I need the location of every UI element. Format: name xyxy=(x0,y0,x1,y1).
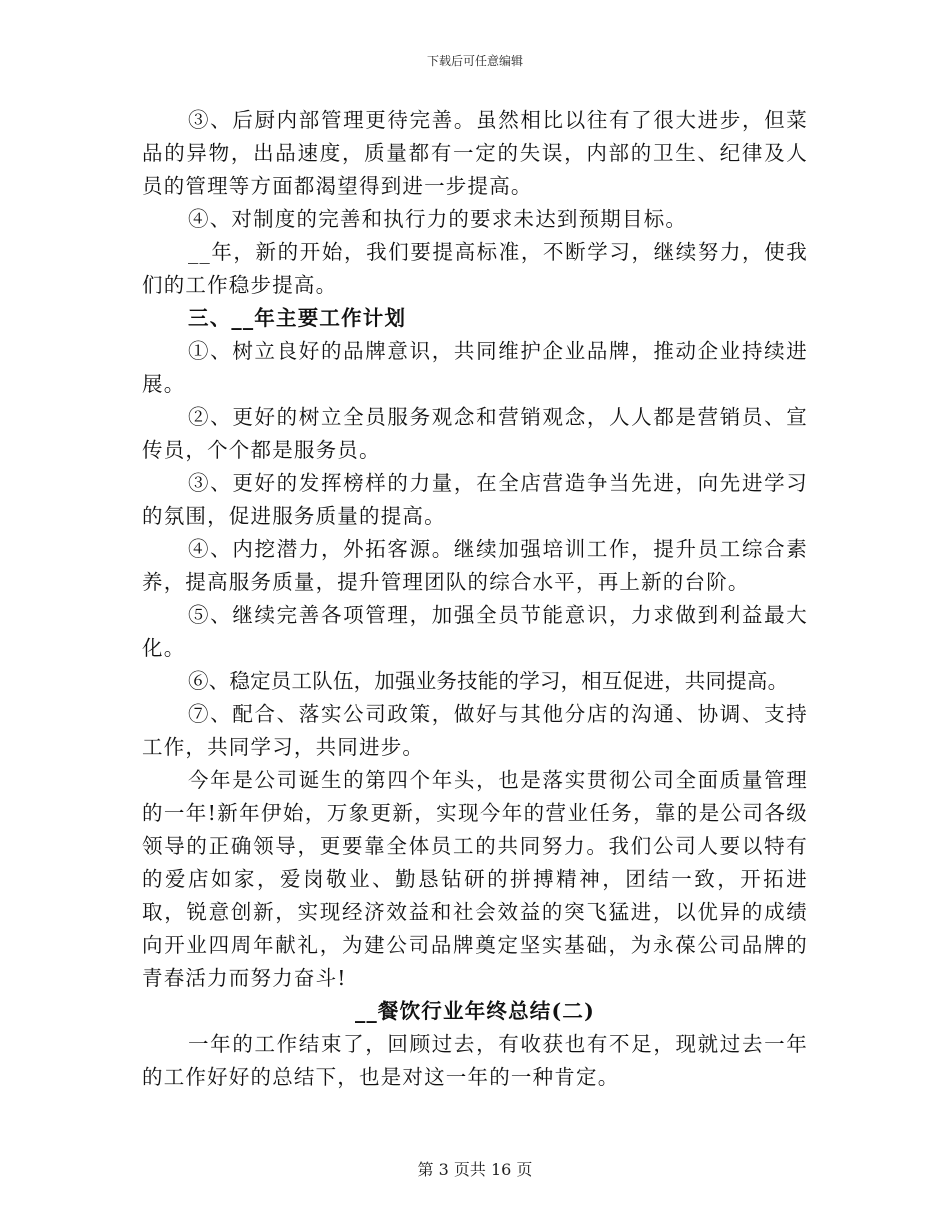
plan-item-1: ①、树立良好的品牌意识，共同维护企业品牌，推动企业持续进展。 xyxy=(142,339,808,396)
plan-item-3: ③、更好的发挥榜样的力量，在全店营造争当先进，向先进学习的氛围，促进服务质量的提高。 xyxy=(142,471,808,528)
section-heading-work-plan: 三、__年主要工作计划 xyxy=(188,306,407,330)
plan-item-7: ⑦、配合、落实公司政策，做好与其他分店的沟通、协调、支持工作，共同学习，共同进步。 xyxy=(142,702,808,759)
page-header: 下载后可任意编辑 xyxy=(426,54,523,68)
paragraph-kitchen-management: ③、后厨内部管理更待完善。虽然相比以往有了很大进步，但菜品的异物，出品速度，质量都有一定的失误，内部的卫生、纪律及人员的管理等方面都渴望得到进一步提高。 xyxy=(142,108,808,198)
paragraph-closing: 今年是公司诞生的第四个年头，也是落实贯彻公司全面质量管理的一年!新年伊始，万象更新，实现今年的营业任务，靠的是公司各级领导的正确领导，更要靠全体员工的共同努力。我们公司人要以特有的爱店如家，爱岗敬业、勤恳钻研的拼搏精神，团结一致，开拓进取，锐意创新，实现经济效益和社会效益的突飞猛进，以优异的成绩向开业四周年献礼，为建公司品牌奠定坚实基础，为永葆公司品牌的青春活力而努力奋斗! xyxy=(142,768,808,990)
plan-item-2: ②、更好的树立全员服务观念和营销观念，人人都是营销员、宣传员，个个都是服务员。 xyxy=(142,405,808,462)
page-footer: 第 3 页共 16 页 xyxy=(417,1160,533,1179)
paragraph-intro-part-2: 一年的工作结束了，回顾过去，有收获也有不足，现就过去一年的工作好好的总结下，也是对这一年的一种肯定。 xyxy=(142,1032,808,1089)
plan-item-4: ④、内挖潜力，外拓客源。继续加强培训工作，提升员工综合素养，提高服务质量，提升管理团队的综合水平，再上新的台阶。 xyxy=(142,537,808,594)
plan-item-6: ⑥、稳定员工队伍，加强业务技能的学习，相互促进，共同提高。 xyxy=(188,669,789,693)
paragraph-system-execution: ④、对制度的完善和执行力的要求未达到预期目标。 xyxy=(188,207,688,231)
paragraph-new-start: __年，新的开始，我们要提高标准，不断学习，继续努力，使我们的工作稳步提高。 xyxy=(142,240,808,297)
document-body xyxy=(142,104,808,1094)
document-title-part-2: __餐饮行业年终总结(二) xyxy=(355,999,595,1023)
plan-item-5: ⑤、继续完善各项管理，加强全员节能意识，力求做到利益最大化。 xyxy=(142,603,808,660)
